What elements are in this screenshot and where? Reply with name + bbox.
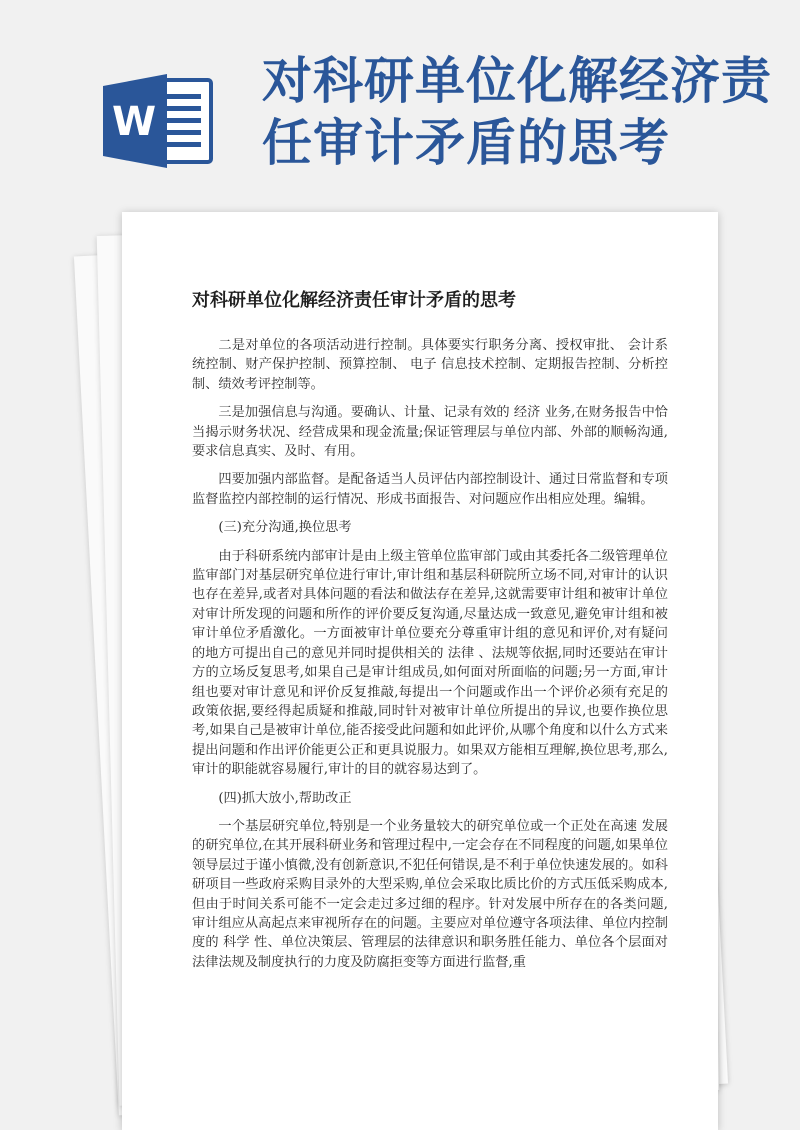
section-heading: (三)充分沟通,换位思考 — [218, 520, 352, 536]
document-page — [122, 212, 718, 1130]
page-title — [262, 50, 782, 174]
document-body — [192, 336, 668, 981]
page-header — [0, 0, 800, 200]
paragraph: 三是加强信息与沟通。要确认、计量、记录有效的 经济 业务,在财务报告中恰当揭示财务状况、经营成果和现金流量;保证管理层与单位内部、外部的顺畅沟通,要求信息真实、及时、有用。 — [192, 405, 668, 460]
document-title: 对科研单位化解经济责任审计矛盾的思考 — [192, 290, 516, 311]
word-document-icon — [103, 72, 215, 170]
paragraph: 一个基层研究单位,特别是一个业务量较大的研究单位或一个正处在高速 发展 的研究单位,在其开展科研业务和管理过程中,一定会存在不同程度的问题,如果单位领导层过于谨小慎微,没有创新意识,不犯任何错误,是不利于单位快速发展的。如科研项目一些政府采购目录外的大型采购,单位会采取比质比价的方式压低采购成本,但由于时间关系可能不一定会走过多过细的程序。针对发展中所存在的各类问题,审计组应从高起点来审视所存在的问题。主要应对单位遵守各项法律、单位内控制度的 科学 性、单位决策层、管理层的法律意识和职务胜任能力、单位各个层面对法律法规及制度执行的力度及防腐拒变等方面进行监督,重 — [192, 818, 668, 970]
page-title-line-2: 任审计矛盾的思考 — [262, 114, 670, 172]
page-title-line-1: 对科研单位化解经济责 — [262, 52, 772, 110]
paragraph: 二是对单位的各项活动进行控制。具体要实行职务分离、授权审批、 会计系统控制、财产保护控制、预算控制、 电子 信息技术控制、定期报告控制、分析控制、绩效考评控制等。 — [192, 338, 668, 392]
paragraph: 四要加强内部监督。是配备适当人员评估内部控制设计、通过日常监督和专项监督监控内部控制的运行情况、形成书面报告、对问题应作出相应处理。编辑。 — [192, 472, 668, 507]
svg-text:W: W — [111, 99, 157, 145]
section-heading: (四)抓大放小,帮助改正 — [218, 790, 352, 806]
paragraph: 由于科研系统内部审计是由上级主管单位监审部门或由其委托各二级管理单位监审部门对基层研究单位进行审计,审计组和基层科研院所立场不同,对审计的认识也存在差异,或者对具体问题的看法和做法存在差异,这就需要审计组和被审计单位对审计所发现的问题和所作的评价要反复沟通,尽量达成一致意见,避免审计组和被审计单位矛盾激化。一方面被审计单位要充分尊重审计组的意见和评价,对有疑问的地方可提出自己的意见并同时提供相关的 法律 、法规等依据,同时还要站在审计方的立场反复思考,如果自己是审计组成员,如何面对所面临的问题;另一方面,审计组也要对审计意见和评价反复推敲,每提出一个问题或作出一个评价必须有充足的政策依据,要经得起质疑和推敲,同时针对被审计单位所提出的异议,也要作换位思考,如果自己是被审计单位,能否接受此问题和如此评价,从哪个角度和以什么方式来提出问题和作出评价能更公正和更具说服力。如果双方能相互理解,换位思考,那么,审计的职能就容易履行,审计的目的就容易达到了。 — [192, 548, 668, 778]
